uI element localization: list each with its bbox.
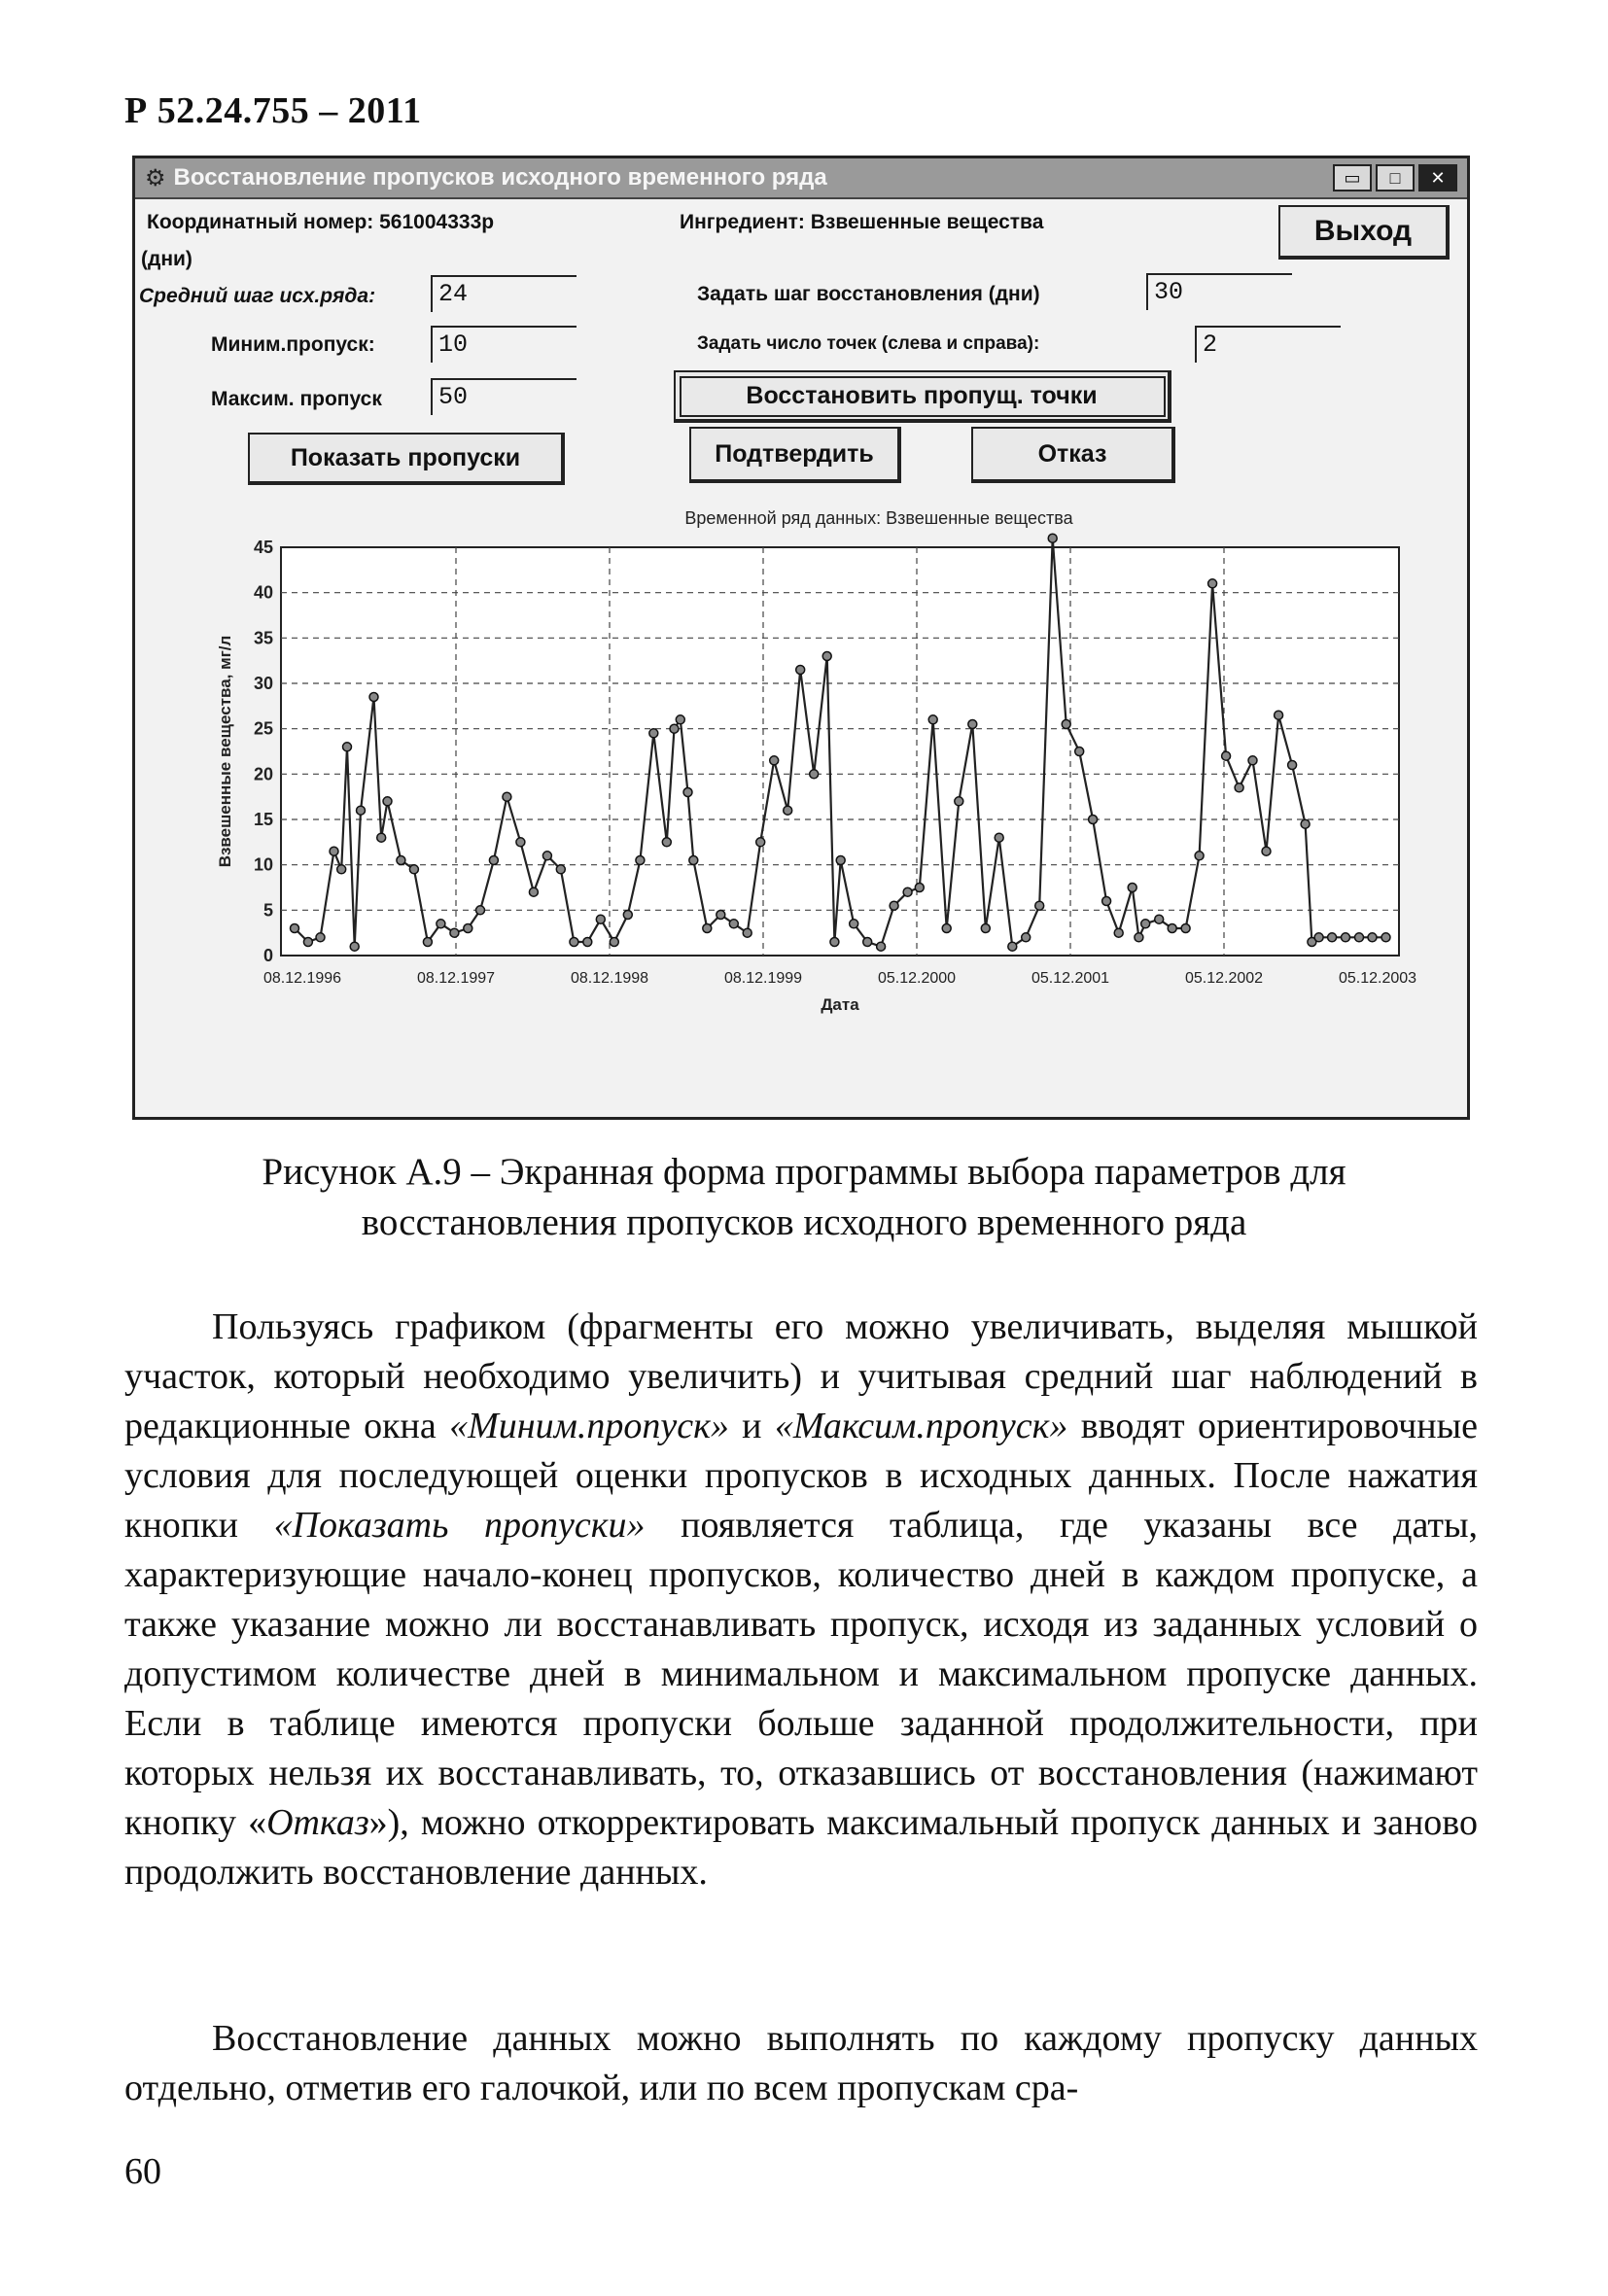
data-point xyxy=(583,938,592,947)
maximize-icon[interactable]: □ xyxy=(1376,164,1415,191)
plot-frame xyxy=(281,547,1399,956)
y-tick-label: 35 xyxy=(253,628,273,648)
data-point xyxy=(662,838,671,847)
x-tick-label: 05.12.2002 xyxy=(1184,970,1264,987)
set-step-field[interactable]: 30 xyxy=(1146,273,1292,310)
y-tick-label: 5 xyxy=(262,900,273,921)
x-tick-label: 08.12.1999 xyxy=(723,970,803,987)
set-points-label: Задать число точек (слева и справа): xyxy=(697,333,1040,354)
cancel-button[interactable]: Отказ xyxy=(971,427,1175,483)
x-tick-label: 08.12.1996 xyxy=(262,970,342,987)
data-point xyxy=(1128,884,1136,892)
data-point xyxy=(822,652,831,661)
show-gaps-button[interactable]: Показать пропуски xyxy=(248,433,565,485)
data-point xyxy=(542,852,551,860)
data-point xyxy=(1141,920,1150,928)
x-tick-label: 08.12.1997 xyxy=(416,970,496,987)
chart-area xyxy=(184,499,1448,1043)
avg-step-field[interactable]: 24 xyxy=(431,275,577,312)
minimize-icon[interactable]: ▭ xyxy=(1333,164,1372,191)
app-icon: ⚙ xyxy=(145,164,166,191)
document-header: Р 52.24.755 – 2011 xyxy=(124,90,422,131)
para1-text-3: вводят ориентировочные условия для последующей оценки пропусков в исходных данных. После нажатия кнопки xyxy=(124,1406,1478,1546)
data-point xyxy=(1342,933,1350,942)
data-point xyxy=(1089,816,1098,824)
figure-caption xyxy=(136,1147,1472,1248)
data-point xyxy=(489,856,498,865)
exit-button[interactable]: Выход xyxy=(1278,205,1450,260)
data-point xyxy=(423,938,432,947)
data-point xyxy=(503,792,511,801)
caption-line-2: восстановления пропусков исходного временного ряда xyxy=(361,1201,1247,1243)
data-point xyxy=(337,865,346,874)
confirm-button[interactable]: Подтвердить xyxy=(689,427,901,483)
data-point xyxy=(316,933,325,942)
y-tick-label: 40 xyxy=(253,582,273,603)
para1-text-2: и xyxy=(728,1406,775,1446)
caption-line-1: Рисунок А.9 – Экранная форма программы выбора параметров для xyxy=(262,1151,1346,1193)
data-point xyxy=(1381,933,1390,942)
restore-points-button[interactable]: Восстановить пропущ. точки xyxy=(674,370,1171,423)
data-point xyxy=(1328,933,1337,942)
paragraph-2: Восстановление данных можно выполнять по каждому пропуску данных отдельно, отметив его галочкой, или по всем пропускам сра- xyxy=(124,2018,1478,2108)
data-point xyxy=(529,887,538,896)
x-tick-label: 05.12.2000 xyxy=(877,970,957,987)
avg-step-label: Средний шаг исх.ряда: xyxy=(139,285,376,307)
data-point xyxy=(1262,847,1271,855)
para1-cancel-ref: Отказ xyxy=(266,1802,369,1843)
data-point xyxy=(968,720,977,729)
data-point xyxy=(1222,751,1231,760)
data-point xyxy=(796,666,805,675)
data-point xyxy=(516,838,525,847)
data-point xyxy=(810,770,819,779)
data-point xyxy=(670,724,679,733)
data-point xyxy=(850,920,858,928)
data-point xyxy=(1135,933,1143,942)
data-point xyxy=(303,938,312,947)
para1-text-1: Пользуясь графиком (фрагменты его можно увеличивать, выделяя мышкой участок, который необходимо увеличить) и учитывая средний шаг наблюдений в редакционные окна xyxy=(124,1306,1478,1446)
data-point xyxy=(995,833,1003,842)
data-point xyxy=(464,924,472,933)
data-point xyxy=(437,920,445,928)
window-title: Восстановление пропусков исходного временного ряда xyxy=(173,164,827,191)
max-gap-label: Максим. пропуск xyxy=(211,388,382,410)
data-point xyxy=(649,729,658,738)
data-point xyxy=(450,928,459,937)
data-point xyxy=(350,942,359,951)
x-tick-label: 08.12.1998 xyxy=(570,970,649,987)
time-series-chart[interactable] xyxy=(184,499,1448,1043)
para1-max-gap-ref: «Максим.пропуск» xyxy=(774,1406,1068,1446)
data-point xyxy=(636,856,645,865)
max-gap-field[interactable]: 50 xyxy=(431,378,577,415)
data-point xyxy=(676,715,684,724)
y-tick-label: 25 xyxy=(253,718,273,739)
data-point xyxy=(743,928,752,937)
data-point xyxy=(903,887,912,896)
data-point xyxy=(890,901,898,910)
data-point xyxy=(1008,942,1017,951)
data-point xyxy=(1195,852,1204,860)
x-axis-label: Дата xyxy=(821,995,859,1014)
close-icon[interactable]: ✕ xyxy=(1418,164,1457,191)
data-point xyxy=(357,806,366,815)
y-tick-label: 0 xyxy=(262,946,273,965)
data-point xyxy=(784,806,792,815)
para1-text-5: »), можно откорректировать максимальный пропуск данных и заново продолжить восстановление данных. xyxy=(124,1802,1478,1893)
data-point xyxy=(570,938,578,947)
y-tick-label: 20 xyxy=(253,764,273,784)
data-point xyxy=(1062,720,1070,729)
data-point xyxy=(1168,924,1176,933)
data-point xyxy=(556,865,565,874)
title-bar xyxy=(135,158,1467,199)
data-point xyxy=(942,924,951,933)
data-point xyxy=(343,743,352,751)
data-point xyxy=(1114,928,1123,937)
data-point xyxy=(377,833,386,842)
data-point xyxy=(1102,897,1111,906)
data-point xyxy=(330,847,338,855)
y-tick-label: 45 xyxy=(253,538,273,557)
x-tick-label: 05.12.2003 xyxy=(1338,970,1417,987)
set-points-field[interactable]: 2 xyxy=(1195,326,1341,363)
data-point xyxy=(1355,933,1364,942)
data-point xyxy=(955,797,963,806)
data-point xyxy=(623,911,632,920)
data-point xyxy=(729,920,738,928)
data-point xyxy=(1288,761,1297,770)
x-tick-label: 05.12.2001 xyxy=(1031,970,1110,987)
min-gap-field[interactable]: 10 xyxy=(431,326,577,363)
chart-title: Временной ряд данных: Взвешенные вещества xyxy=(684,508,1073,528)
data-point xyxy=(1075,748,1084,756)
data-point xyxy=(928,715,937,724)
set-step-label: Задать шаг восстановления (дни) xyxy=(697,283,1040,305)
data-point xyxy=(1022,933,1031,942)
data-point xyxy=(717,911,725,920)
data-point xyxy=(1181,924,1190,933)
data-point xyxy=(369,693,378,702)
data-point xyxy=(397,856,405,865)
data-point xyxy=(683,788,692,797)
data-point xyxy=(756,838,765,847)
data-point xyxy=(1275,711,1283,719)
data-point xyxy=(409,865,418,874)
ingredient-label: Ингредиент: Взвешенные вещества xyxy=(680,211,1044,233)
data-point xyxy=(1368,933,1377,942)
data-point xyxy=(476,906,485,915)
para1-min-gap-ref: «Миним.пропуск» xyxy=(449,1406,729,1446)
data-point xyxy=(689,856,698,865)
data-point xyxy=(770,756,779,765)
y-tick-label: 30 xyxy=(253,674,273,693)
page-number: 60 xyxy=(124,2151,161,2192)
data-point xyxy=(830,938,839,947)
data-point xyxy=(1248,756,1257,765)
data-point xyxy=(291,924,299,933)
data-point xyxy=(1301,819,1310,828)
min-gap-label: Миним.пропуск: xyxy=(211,333,375,356)
data-point xyxy=(863,938,872,947)
data-point xyxy=(1235,783,1243,792)
y-tick-label: 15 xyxy=(253,810,273,829)
data-point xyxy=(836,856,845,865)
coord-label: Координатный номер: 561004333р xyxy=(147,211,495,233)
para1-text-4: появляется таблица, где указаны все даты, характеризующие начало-конец пропусков, количество дней в каждом пропуске, а также указание можно ли восстанавливать пропуск, исходя из заданных условий о допустимом количестве дней в минимальном и максимальном пропуске данных. Если в таблице имеются пропуски больше заданной продолжительности, при которых нельзя их восстанавливать, то, отказавшись от восстановления (нажимают кнопку « xyxy=(124,1505,1478,1843)
data-point xyxy=(610,938,618,947)
app-window xyxy=(132,156,1470,1120)
data-point xyxy=(1155,915,1164,923)
data-point xyxy=(1314,933,1323,942)
data-point xyxy=(1048,534,1057,542)
data-point xyxy=(1208,579,1217,588)
data-point xyxy=(703,924,712,933)
window-controls xyxy=(1333,164,1457,191)
data-point xyxy=(596,915,605,923)
data-point xyxy=(877,942,886,951)
paragraph-1 xyxy=(124,1303,1478,1897)
data-point xyxy=(981,924,990,933)
y-tick-label: 10 xyxy=(253,854,273,875)
data-point xyxy=(1035,901,1044,910)
data-point xyxy=(383,797,392,806)
data-point xyxy=(915,884,924,892)
y-axis-label: Взвешенные вещества, мг/л xyxy=(216,635,234,868)
para1-show-gaps-ref: «Показать пропуски» xyxy=(273,1505,646,1546)
days-label: (дни) xyxy=(141,248,192,270)
